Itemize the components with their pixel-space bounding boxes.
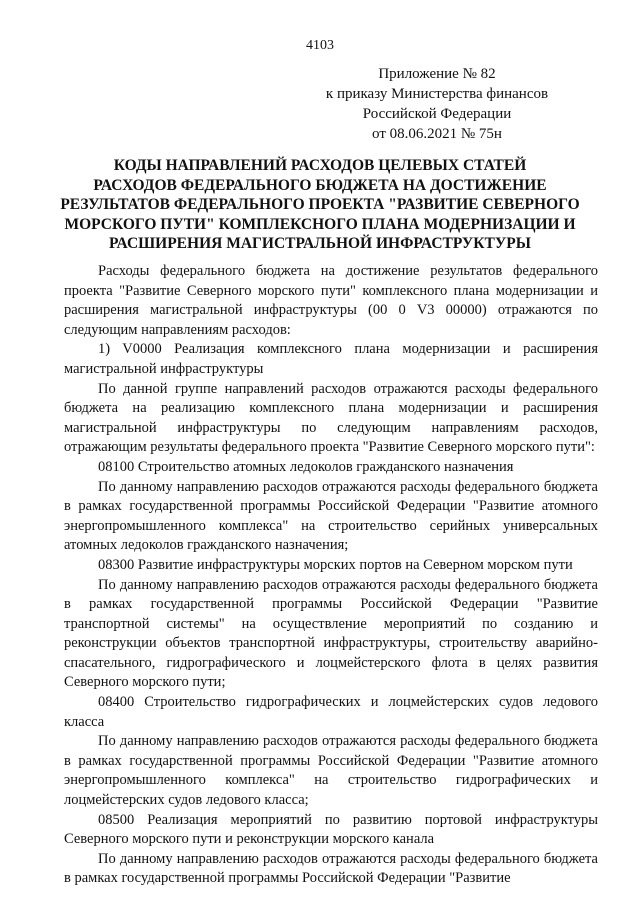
appendix-order-ref: к приказу Министерства финансов — [325, 86, 549, 102]
document-title — [60, 156, 580, 254]
group-heading-v0000: 1) V0000 Реализация комплексного плана модернизации и расширения магистральной инфраструктуры — [64, 341, 598, 377]
title-line: РАСШИРЕНИЯ МАГИСТРАЛЬНОЙ ИНФРАСТРУКТУРЫ — [109, 235, 531, 252]
code-description-08400: По данному направлению расходов отражаются расходы федерального бюджета в рамках государственной программы Российской Федерации "Развитие атомного энергопромышленного комплекса" на строительство гидрографических и лоцмейстерских судов ледового класса; — [64, 733, 598, 809]
code-heading-08500: 08500 Реализация мероприятий по развитию портовой инфраструктуры Северного морского пути и реконструкции морского канала — [64, 811, 598, 848]
appendix-date: от 08.06.2021 № 75н — [372, 126, 502, 142]
title-line: МОРСКОГО ПУТИ" КОМПЛЕКСНОГО ПЛАНА МОДЕРНИЗАЦИИ И — [64, 215, 576, 233]
group-description: По данной группе направлений расходов отражаются расходы федерального бюджета на реализацию комплексного плана модернизации и расширения магистральной инфраструктуры по следующим направлениям расходов, отражающим результаты федерального проекта "Развитие Северного морского пути": — [64, 380, 598, 456]
page-number: 4103 — [306, 38, 334, 53]
code-description-08300: По данному направлению расходов отражаются расходы федерального бюджета в рамках государственной программы Российской Федерации "Развитие транспортной системы" на осуществление мероприятий по созданию и реконструкции объектов транспортной инфраструктуры, строительству аварийно-спасательного, гидрографического и лоцмейстерского флота в целях развития Северного морского пути; — [64, 576, 598, 691]
title-line: РАСХОДОВ ФЕДЕРАЛЬНОГО БЮДЖЕТА НА ДОСТИЖЕНИЕ — [93, 176, 547, 194]
code-heading-08400: 08400 Строительство гидрографических и лоцмейстерских судов ледового класса — [64, 694, 598, 730]
code-heading-08100: 08100 Строительство атомных ледоколов гражданского назначения — [98, 458, 514, 475]
appendix-number: Приложение № 82 — [378, 66, 496, 82]
appendix-header — [292, 64, 582, 144]
appendix-country: Российской Федерации — [362, 106, 512, 122]
document-body — [64, 262, 598, 889]
title-line: КОДЫ НАПРАВЛЕНИЙ РАСХОДОВ ЦЕЛЕВЫХ СТАТЕЙ — [113, 157, 527, 174]
code-description-08100: По данному направлению расходов отражаются расходы федерального бюджета в рамках государственной программы Российской Федерации "Развитие атомного энергопромышленного комплекса" на строительство серийных универсальных атомных ледоколов гражданского назначения; — [64, 478, 598, 554]
title-line: РЕЗУЛЬТАТОВ ФЕДЕРАЛЬНОГО ПРОЕКТА "РАЗВИТИЕ СЕВЕРНОГО — [60, 196, 580, 213]
intro-paragraph: Расходы федерального бюджета на достижение результатов федерального проекта "Развитие Северного морского пути" комплексного плана модернизации и расширения магистральной инфраструктуры (00 0 V3 00000) отражаются по следующим направлениям расходов: — [64, 263, 598, 338]
code-description-08500: По данному направлению расходов отражаются расходы федерального бюджета в рамках государственной программы Российской Федерации "Развитие — [64, 850, 598, 887]
code-heading-08300: 08300 Развитие инфраструктуры морских портов на Северном морском пути — [98, 556, 573, 573]
